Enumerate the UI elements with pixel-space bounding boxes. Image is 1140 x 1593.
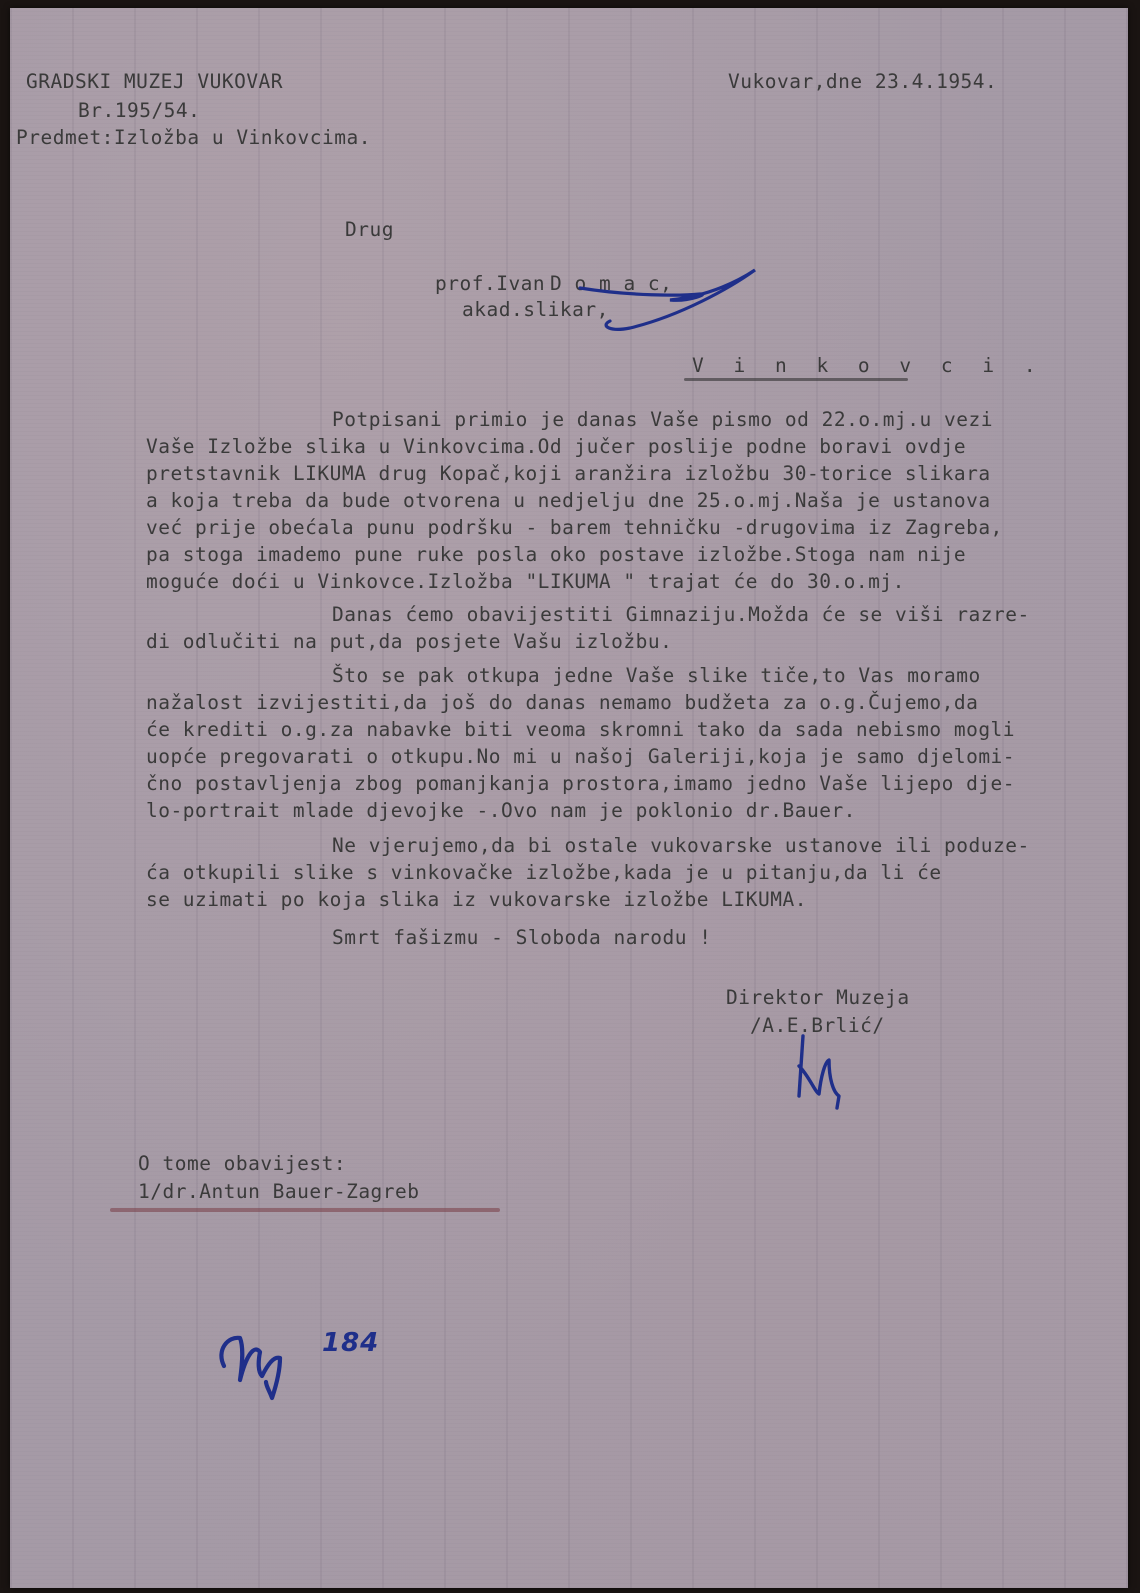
recipient-title: akad.slikar, (462, 298, 609, 321)
recipient-signature-flourish (570, 266, 770, 346)
city-underline (684, 378, 908, 381)
handwritten-initials (210, 1326, 310, 1406)
handwritten-number: 184 (322, 1328, 380, 1358)
cc-heading: O tome obavijest: (138, 1152, 347, 1175)
signatory-role: Direktor Muzeja (726, 986, 910, 1009)
cc-item-1: 1/dr.Antun Bauer-Zagreb (138, 1180, 420, 1203)
institution-name: GRADSKI MUZEJ VUKOVAR (26, 70, 284, 93)
closing-salutation: Smrt fašizmu - Sloboda narodu ! (332, 926, 712, 949)
text-line: nažalost izvijestiti,da još do danas nemamo budžeta za o.g.Čujemo,da (146, 691, 979, 714)
text-line: se uzimati po koja slika iz vukovarske izložbe LIKUMA. (146, 888, 807, 911)
cc-underline (110, 1208, 500, 1212)
text-line: di odlučiti na put,da posjete Vašu izložbu. (146, 630, 673, 653)
text-line: lo-portrait mlade djevojke -.Ovo nam je poklonio dr.Bauer. (146, 799, 856, 822)
recipient-city: V i n k o v c i . (692, 354, 1045, 377)
text-line: Vaše Izložbe slika u Vinkovcima.Od jučer poslije podne boravi ovdje (146, 435, 967, 458)
salutation: Drug (345, 218, 394, 241)
recipient-name-prefix: prof.Ivan (435, 272, 546, 295)
text-line: moguće doći u Vinkovce.Izložba "LIKUMA " trajat će do 30.o.mj. (146, 570, 905, 593)
recipient-surname: D o m a c, (550, 272, 673, 295)
text-line: Danas ćemo obavijestiti Gimnaziju.Možda će se viši razre- (332, 603, 1030, 626)
text-line: već prije obećala punu podršku - barem tehničku -drugovima iz Zagreba, (146, 516, 1003, 539)
subject-line: Predmet:Izložba u Vinkovcima. (16, 126, 371, 149)
letter-sheet (10, 8, 1128, 1588)
text-line: čno postavljenja zbog pomanjkanja prostora,imamo jedno Vaše lijepo dje- (146, 772, 1016, 795)
reference-number: Br.195/54. (78, 99, 201, 122)
text-line: ća otkupili slike s vinkovačke izložbe,kada je u pitanju,da li će (146, 861, 942, 884)
director-handwritten-signature (785, 1026, 855, 1116)
text-line: pretstavnik LIKUMA drug Kopač,koji aranžira izložbu 30-torice slikara (146, 462, 991, 485)
text-line: Potpisani primio je danas Vaše pismo od 22.o.mj.u vezi (332, 408, 993, 431)
text-line: Ne vjerujemo,da bi ostale vukovarske ustanove ili poduze- (332, 834, 1030, 857)
text-line: a koja treba da bude otvorena u nedjelju dne 25.o.mj.Naša je ustanova (146, 489, 991, 512)
place-date: Vukovar,dne 23.4.1954. (728, 70, 998, 93)
text-line: pa stoga imademo pune ruke posla oko postave izložbe.Stoga nam nije (146, 543, 967, 566)
signatory-name: /A.E.Brlić/ (750, 1014, 885, 1037)
text-line: Što se pak otkupa jedne Vaše slike tiče,to Vas moramo (332, 664, 981, 687)
text-line: će krediti o.g.za nabavke biti veoma skromni tako da sada nebismo mogli (146, 718, 1016, 741)
text-line: uopće pregovarati o otkupu.No mi u našoj Galeriji,koja je samo djelomi- (146, 745, 1016, 768)
